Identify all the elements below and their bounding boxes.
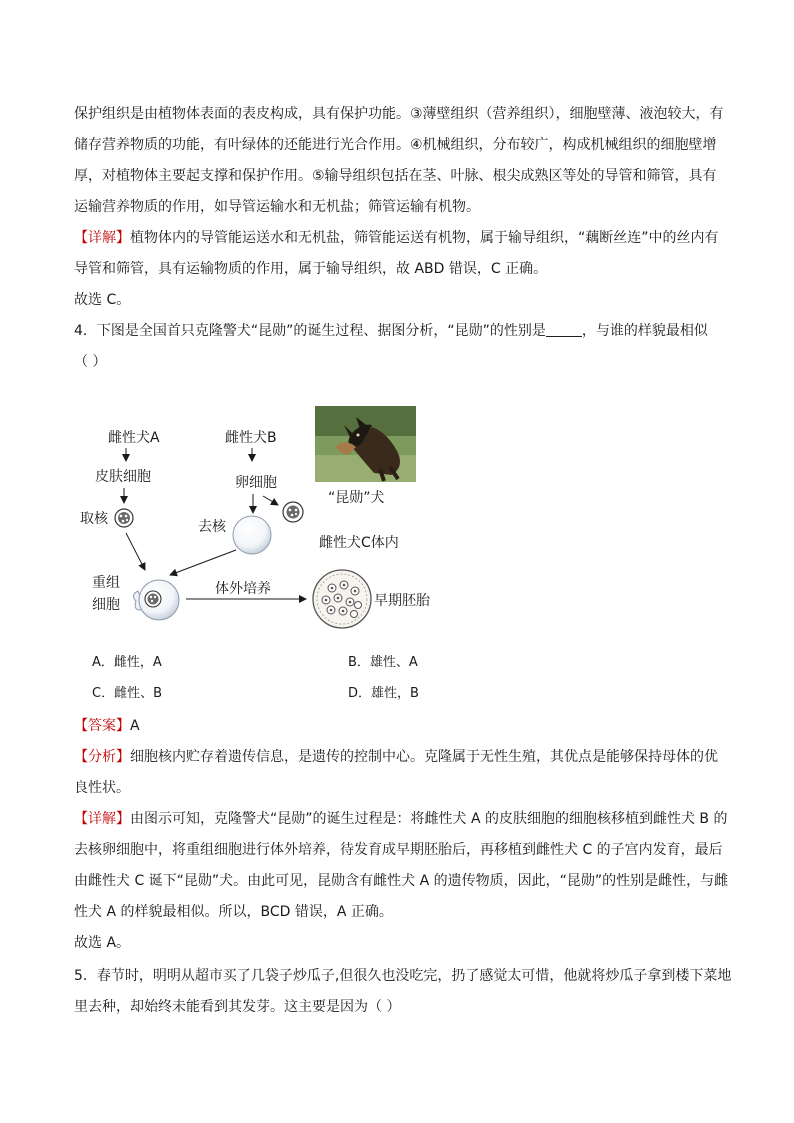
early-embryo — [313, 570, 371, 628]
analysis-paragraph — [74, 747, 734, 767]
label-dog-a: 雌性犬A — [108, 430, 160, 446]
option-b[interactable]: B．雄性、A — [348, 655, 418, 670]
label-skin-cell: 皮肤细胞 — [95, 469, 151, 485]
answer-line — [74, 716, 734, 736]
label-dog-b: 雌性犬B — [225, 430, 277, 446]
detail-text: 由图示可知，克隆警犬“昆勋”的诞生过程是：将雌性犬 A 的皮肤细胞的细胞核移植到雌性犬 B 的 — [130, 811, 728, 827]
label-kunxun-dog: “昆勋”犬 — [328, 490, 385, 506]
choose-line: 故选 C。 — [74, 292, 131, 308]
paragraph-line: 性犬 A 的样貌最相似。所以，BCD 错误，A 正确。 — [74, 904, 393, 920]
label-early-embryo: 早期胚胎 — [374, 593, 430, 609]
detail-paragraph — [74, 809, 734, 829]
detail-tag: 【详解】 — [74, 230, 130, 246]
enucleated-egg — [233, 516, 271, 554]
stem-text: 4．下图是全国首只克隆警犬“昆勋”的诞生过程、据图分析，“昆勋”的性别是 — [74, 323, 546, 339]
label-recombined-1: 重组 — [92, 575, 120, 591]
option-c[interactable]: C．雌性、B — [92, 686, 162, 701]
recombined-cell — [133, 580, 179, 620]
label-recombined-2: 细胞 — [92, 597, 120, 613]
paragraph-line: 保护组织是由植物体表面的表皮构成，具有保护功能。③薄壁组织（营养组织），细胞壁薄、液泡较大，有 — [74, 106, 724, 122]
paragraph-line: 导管和筛管，具有运输物质的作用，属于输导组织，故 ABD 错误，C 正确。 — [74, 261, 548, 277]
arrow — [126, 533, 145, 570]
detail-tag: 【详解】 — [74, 811, 130, 827]
paragraph-line: 由雌性犬 C 诞下“昆勋”犬。由此可见，昆勋含有雌性犬 A 的遗传物质，因此，“昆勋”的性别是雌性，与雌 — [74, 873, 729, 889]
paragraph-line: 去核卵细胞中，将重组细胞进行体外培养，待发育成早期胚胎后，再移植到雌性犬 C 的子宫内发育，最后 — [74, 842, 723, 858]
option-d[interactable]: D．雄性，B — [348, 686, 419, 701]
paragraph-line: 运输营养物质的作用，如导管运输水和无机盐；筛管运输有机物。 — [74, 199, 480, 215]
question-5-stem: 5．春节时，明明从超市买了几袋子炒瓜子,但很久也没吃完，扔了感觉太可惜，他就将炒瓜子拿到楼下菜地 — [74, 968, 732, 984]
cloning-diagram — [0, 395, 794, 635]
label-in-vitro: 体外培养 — [215, 581, 271, 597]
arrow — [170, 550, 236, 575]
answer-value: A — [130, 718, 140, 734]
stem-text-after: ，与谁的样貌最相似 — [581, 323, 708, 339]
label-take-nucleus: 取核 — [80, 511, 108, 527]
removed-nucleus — [283, 502, 303, 522]
answer-paren: （ ） — [74, 354, 107, 370]
answer-blank — [546, 322, 582, 337]
answer-tag: 【答案】 — [74, 718, 130, 734]
detail-text: 植物体内的导管能运送水和无机盐，筛管能运送有机物，属于输导组织，“藕断丝连”中的丝内有 — [130, 230, 719, 246]
paragraph-line: 良性状。 — [74, 780, 130, 796]
question-4-stem — [74, 321, 734, 341]
kunxun-dog-photo — [315, 406, 416, 482]
question-5-stem-cont: 里去种，却始终未能看到其发芽。这主要是因为（ ） — [74, 999, 401, 1015]
donor-nucleus — [115, 509, 133, 527]
analysis-text: 细胞核内贮存着遗传信息，是遗传的控制中心。克隆属于无性生殖，其优点是能够保持母体的优 — [130, 749, 718, 765]
label-remove-nucleus: 去核 — [198, 519, 226, 535]
option-a[interactable]: A．雌性，A — [92, 655, 162, 670]
arrow — [263, 496, 278, 505]
analysis-tag: 【分析】 — [74, 749, 130, 765]
paragraph-line: 厚，对植物体主要起支撑和保护作用。⑤输导组织包括在茎、叶脉、根尖成熟区等处的导管和筛管，具有 — [74, 168, 717, 184]
label-in-dog-c: 雌性犬C体内 — [319, 535, 399, 551]
label-egg-cell: 卵细胞 — [235, 475, 277, 491]
choose-line: 故选 A。 — [74, 935, 131, 951]
detail-paragraph — [74, 228, 734, 248]
paragraph-line: 储存营养物质的功能，有叶绿体的还能进行光合作用。④机械组织，分布较广，构成机械组织的细胞壁增 — [74, 137, 717, 153]
